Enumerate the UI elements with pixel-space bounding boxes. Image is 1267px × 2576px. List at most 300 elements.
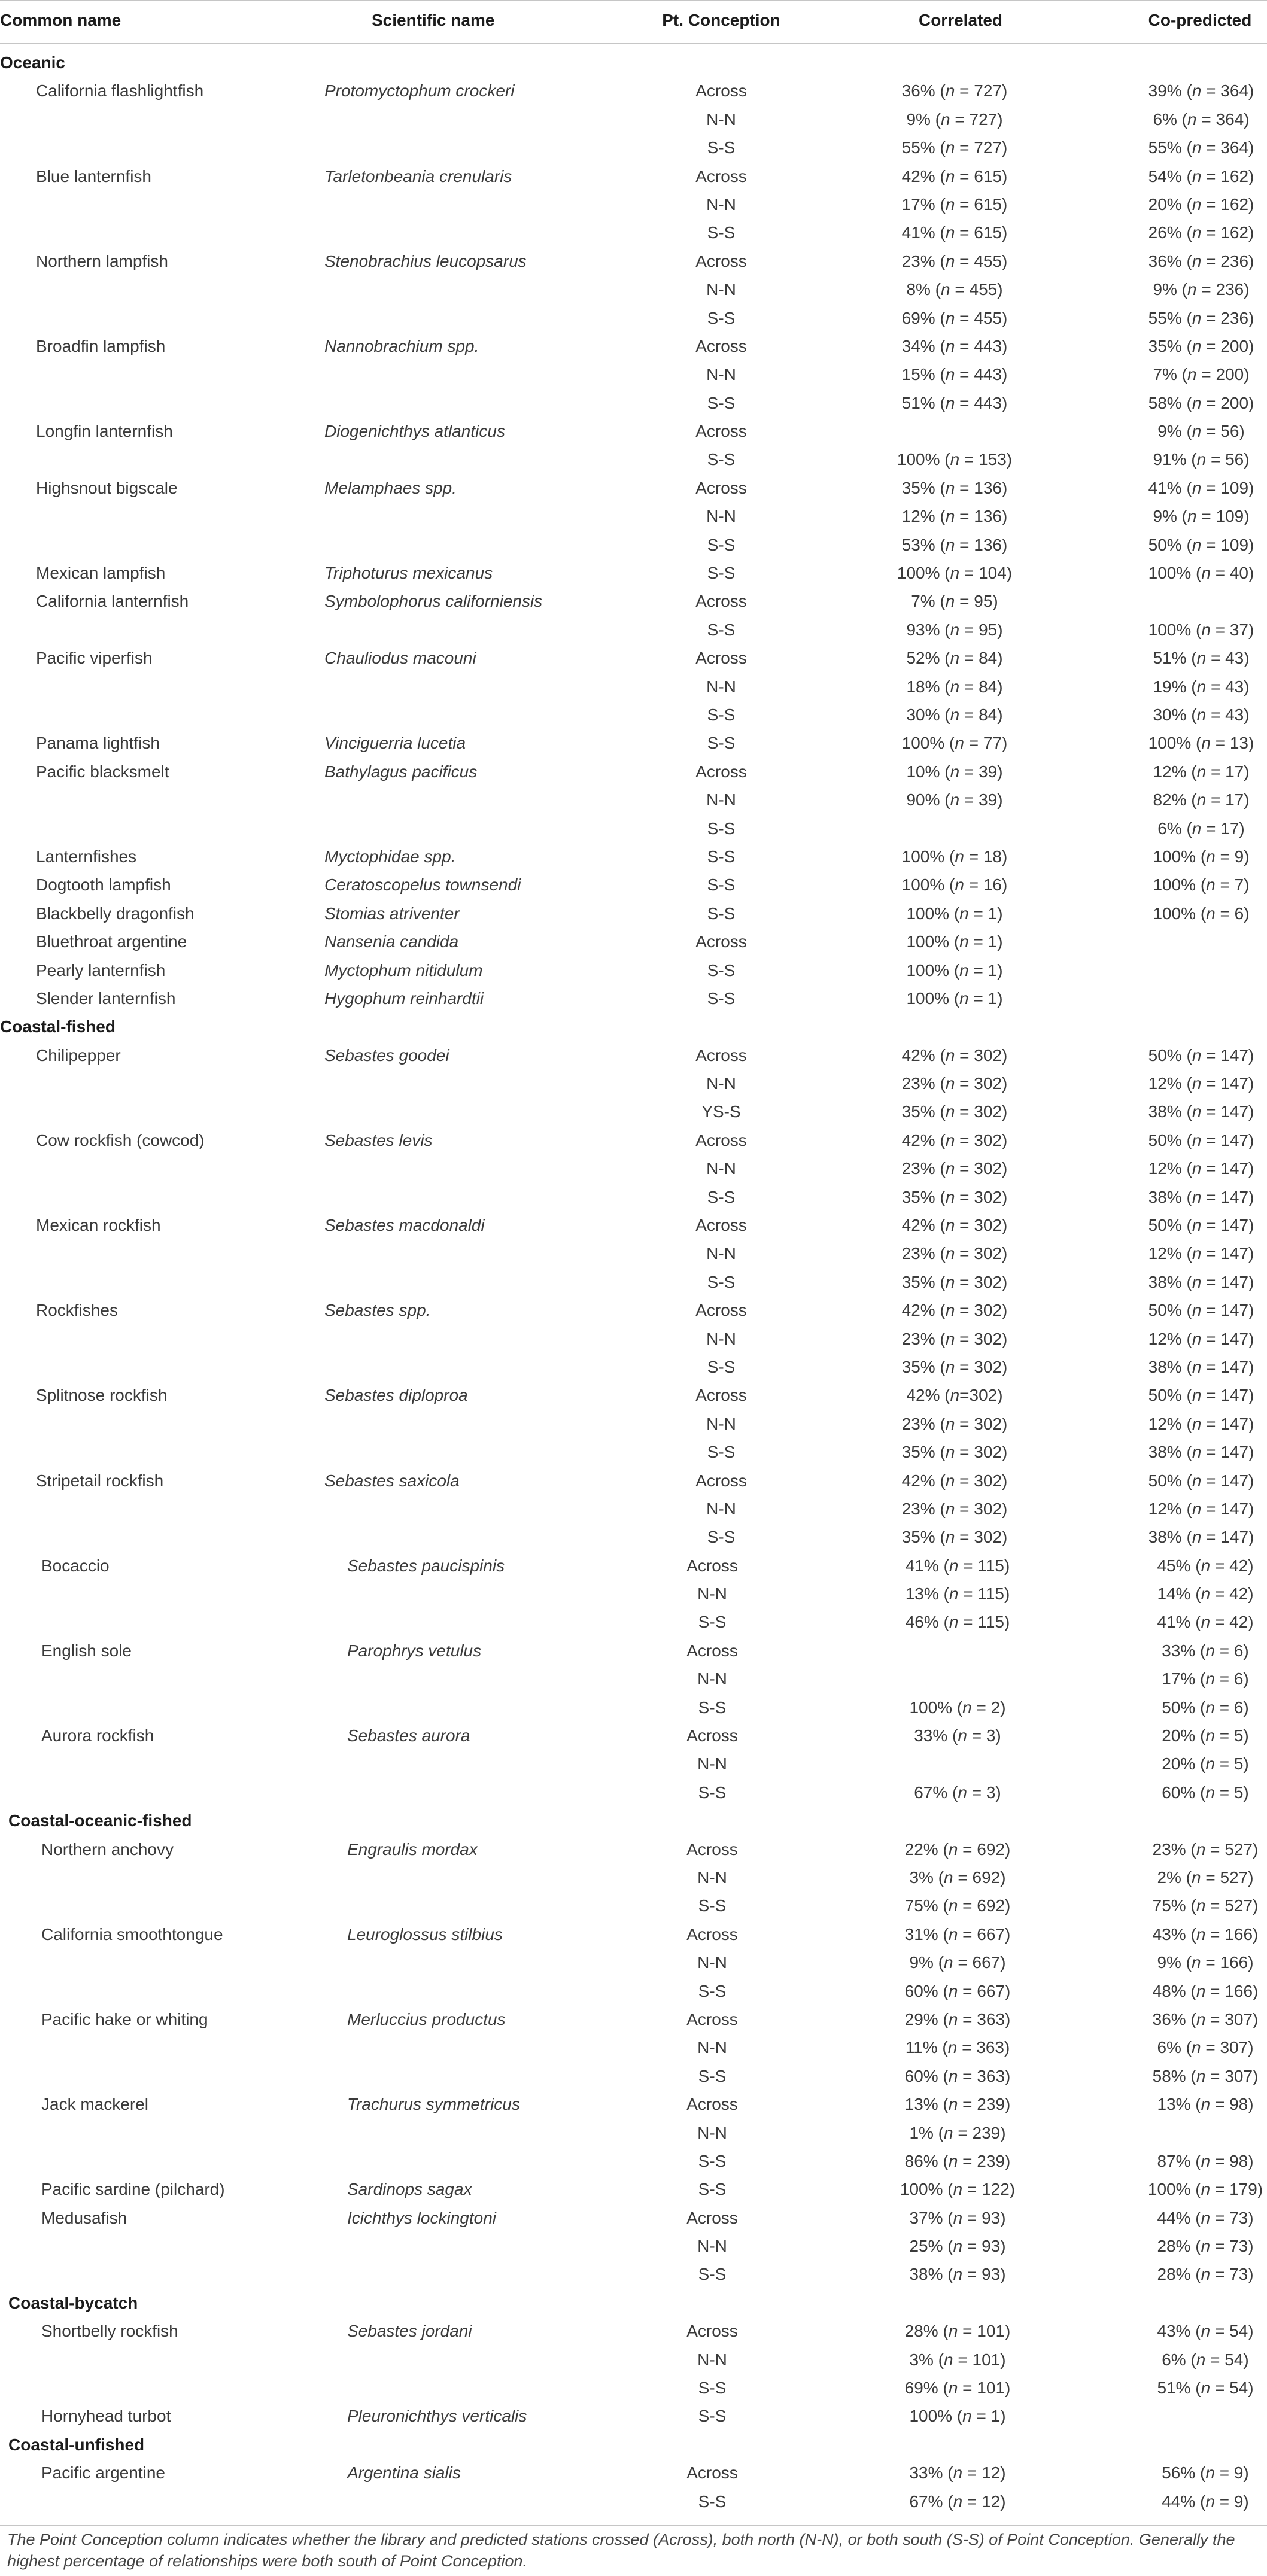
sample-size-symbol: n	[1192, 1499, 1202, 1518]
sample-size-symbol: n	[959, 960, 969, 980]
sample-size-symbol: n	[945, 81, 955, 101]
co-predicted-cell: 50% (n = 147)	[1148, 1386, 1254, 1405]
common-name-cell: Medusafish	[41, 2208, 127, 2227]
co-predicted-cell: 58% (n = 307)	[1152, 2066, 1259, 2085]
table-row	[0, 2260, 1267, 2288]
scientific-name-cell: Bathylagus pacificus	[324, 762, 478, 781]
pt-conception-cell: S-S	[707, 450, 736, 469]
correlated-cell: 41% (n = 115)	[905, 1556, 1010, 1575]
correlated-cell: 42% (n = 302)	[901, 1216, 1008, 1235]
table-row	[0, 843, 1267, 871]
co-predicted-cell: 12% (n = 147)	[1148, 1414, 1254, 1433]
table-row	[0, 786, 1267, 814]
common-name-cell: Pacific viperfish	[36, 649, 153, 668]
sample-size-symbol: n	[1196, 790, 1207, 810]
co-predicted-cell: 41% (n = 42)	[1157, 1613, 1254, 1632]
common-name-cell: Blackbelly dragonfish	[36, 904, 195, 923]
co-predicted-cell: 44% (n = 9)	[1162, 2492, 1249, 2511]
pt-conception-cell: N-N	[706, 677, 736, 696]
co-predicted-cell: 12% (n = 17)	[1153, 762, 1250, 781]
table-row	[0, 1041, 1267, 1069]
co-predicted-cell: 41% (n = 109)	[1148, 478, 1254, 497]
sample-size-symbol: n	[1192, 1301, 1202, 1320]
sample-size-symbol: n	[1205, 1783, 1215, 1802]
pt-conception-cell: Across	[686, 2009, 738, 2028]
sample-size-symbol: n	[945, 1074, 955, 1093]
co-predicted-cell: 50% (n = 147)	[1148, 1471, 1254, 1490]
table-row	[0, 1863, 1267, 1891]
table-row	[0, 1523, 1267, 1551]
sample-size-symbol: n	[950, 790, 960, 810]
sample-size-symbol: n	[1196, 2066, 1206, 2085]
table-row	[0, 729, 1267, 757]
table-row	[0, 2402, 1267, 2430]
co-predicted-cell: 26% (n = 162)	[1148, 223, 1254, 242]
pt-conception-cell: S-S	[707, 1187, 736, 1206]
table-row	[0, 1296, 1267, 1324]
pt-conception-cell: N-N	[706, 1074, 736, 1093]
correlated-cell: 42% (n = 302)	[901, 1045, 1008, 1065]
sample-size-symbol: n	[947, 2038, 958, 2057]
sample-size-symbol: n	[948, 2379, 958, 2398]
pt-conception-cell: Across	[686, 2208, 738, 2227]
sample-size-symbol: n	[945, 138, 955, 157]
co-predicted-cell: 100% (n = 40)	[1148, 564, 1254, 583]
co-predicted-cell: 6% (n = 17)	[1157, 819, 1245, 838]
pt-conception-cell: Across	[695, 649, 747, 668]
sample-size-symbol: n	[955, 847, 964, 866]
sample-size-symbol: n	[962, 1698, 972, 1717]
sample-size-symbol: n	[1201, 564, 1211, 583]
section-header: Coastal-fished	[0, 1017, 116, 1036]
section-header-row	[0, 2431, 1267, 2459]
pt-conception-cell: S-S	[707, 875, 736, 895]
header-co-predicted: Co-predicted	[1148, 11, 1252, 29]
co-predicted-cell: 38% (n = 147)	[1148, 1187, 1254, 1206]
common-name-cell: Slender lanternfish	[36, 989, 176, 1008]
correlated-cell: 36% (n = 727)	[901, 81, 1008, 101]
sample-size-symbol: n	[1205, 1754, 1215, 1774]
common-name-cell: Dogtooth lampfish	[36, 875, 171, 895]
correlated-cell: 52% (n = 84)	[906, 649, 1003, 668]
common-name-cell: Pearly lanternfish	[36, 960, 166, 980]
sample-size-symbol: n	[1192, 393, 1202, 412]
table-row	[0, 2090, 1267, 2118]
correlated-cell: 29% (n = 363)	[904, 2009, 1011, 2028]
common-name-cell: California lanternfish	[36, 592, 189, 611]
table-row	[0, 247, 1267, 275]
correlated-cell: 13% (n = 115)	[905, 1584, 1010, 1604]
pt-conception-cell: S-S	[707, 535, 736, 554]
correlated-cell: 100% (n = 2)	[909, 1698, 1006, 1717]
sample-size-symbol: n	[948, 1981, 958, 2000]
sample-size-symbol: n	[1196, 2350, 1206, 2369]
correlated-cell: 1% (n = 239)	[909, 2123, 1006, 2142]
sample-size-symbol: n	[1201, 1556, 1211, 1575]
sample-size-symbol: n	[945, 1159, 955, 1178]
sample-size-symbol: n	[1192, 1414, 1202, 1433]
sample-size-symbol: n	[1201, 2237, 1211, 2256]
pt-conception-cell: S-S	[707, 564, 736, 583]
co-predicted-cell: 45% (n = 42)	[1157, 1556, 1254, 1575]
scientific-name-cell: Sebastes goodei	[324, 1045, 449, 1065]
pt-conception-cell: Across	[695, 1301, 747, 1320]
scientific-name-cell: Triphoturus mexicanus	[324, 564, 493, 583]
sample-size-symbol: n	[953, 2180, 963, 2199]
table-row	[0, 1637, 1267, 1665]
table-row	[0, 1211, 1267, 1239]
correlated-cell: 35% (n = 302)	[901, 1357, 1008, 1376]
co-predicted-cell: 9% (n = 166)	[1157, 1953, 1254, 1972]
scientific-name-cell: Sardinops sagax	[347, 2180, 472, 2199]
correlated-cell: 38% (n = 93)	[909, 2265, 1006, 2284]
scientific-name-cell: Stomias atriventer	[324, 904, 460, 923]
sample-size-symbol: n	[1196, 1896, 1206, 1915]
table-row	[0, 389, 1267, 417]
table-row	[0, 2175, 1267, 2203]
correlated-cell: 17% (n = 615)	[901, 194, 1008, 214]
co-predicted-cell: 100% (n = 179)	[1147, 2180, 1263, 2199]
sample-size-symbol: n	[945, 336, 955, 355]
co-predicted-cell: 60% (n = 5)	[1162, 1783, 1249, 1802]
sample-size-symbol: n	[949, 1556, 959, 1575]
table-row	[0, 1097, 1267, 1126]
sample-size-symbol: n	[1187, 280, 1197, 299]
table-row	[0, 2317, 1267, 2345]
correlated-cell: 100% (n = 1)	[909, 2407, 1006, 2426]
pt-conception-cell: S-S	[707, 1528, 736, 1547]
sample-size-symbol: n	[945, 478, 955, 497]
sample-size-symbol: n	[945, 1528, 955, 1547]
table-row	[0, 1920, 1267, 1948]
sample-size-symbol: n	[1201, 734, 1211, 753]
table-row	[0, 1580, 1267, 1608]
pt-conception-cell: Across	[686, 1839, 738, 1859]
sample-size-symbol: n	[950, 677, 960, 696]
scientific-name-cell: Tarletonbeania crenularis	[324, 166, 512, 185]
pt-conception-cell: Across	[686, 2322, 738, 2341]
pt-conception-cell: Across	[695, 932, 747, 951]
table-row	[0, 927, 1267, 956]
co-predicted-cell: 12% (n = 147)	[1148, 1499, 1254, 1518]
pt-conception-cell: Across	[686, 1924, 738, 1944]
co-predicted-cell: 82% (n = 17)	[1153, 790, 1250, 810]
sample-size-symbol: n	[1201, 2265, 1211, 2284]
section-header-row	[0, 2289, 1267, 2317]
scientific-name-cell: Icichthys lockingtoni	[347, 2208, 497, 2227]
sample-size-symbol: n	[950, 705, 960, 724]
pt-conception-cell: S-S	[698, 1613, 727, 1632]
co-predicted-cell: 56% (n = 9)	[1162, 2464, 1249, 2483]
co-predicted-cell: 54% (n = 162)	[1148, 166, 1254, 185]
table-row	[0, 1467, 1267, 1495]
sample-size-symbol: n	[1192, 1130, 1202, 1149]
correlated-cell: 12% (n = 136)	[901, 507, 1008, 526]
scientific-name-cell: Sebastes paucispinis	[347, 1556, 505, 1575]
correlated-cell: 69% (n = 101)	[904, 2379, 1011, 2398]
common-name-cell: Mexican lampfish	[36, 564, 166, 583]
co-predicted-cell: 51% (n = 54)	[1157, 2379, 1254, 2398]
table-row	[0, 2119, 1267, 2147]
sample-size-symbol: n	[953, 2237, 963, 2256]
common-name-cell: Pacific hake or whiting	[41, 2009, 208, 2028]
pt-conception-cell: N-N	[697, 1953, 727, 1972]
scientific-name-cell: Sebastes macdonaldi	[324, 1216, 485, 1235]
sample-size-symbol: n	[950, 1386, 960, 1405]
co-predicted-cell: 48% (n = 166)	[1152, 1981, 1259, 2000]
co-predicted-cell: 23% (n = 527)	[1152, 1839, 1259, 1859]
pt-conception-cell: Across	[695, 1216, 747, 1235]
sample-size-symbol: n	[1192, 1471, 1202, 1490]
correlated-cell: 23% (n = 302)	[901, 1499, 1008, 1518]
sample-size-symbol: n	[949, 1584, 959, 1604]
scientific-name-cell: Sebastes spp.	[324, 1301, 431, 1320]
table-row	[0, 1693, 1267, 1722]
sample-size-symbol: n	[1196, 677, 1207, 696]
table-row	[0, 758, 1267, 786]
header-pt-conception: Pt. Conception	[662, 11, 780, 29]
common-name-cell: Hornyhead turbot	[41, 2407, 171, 2426]
common-name-cell: Pacific argentine	[41, 2464, 166, 2483]
table-row	[0, 871, 1267, 899]
correlated-cell: 67% (n = 12)	[909, 2492, 1006, 2511]
table-row	[0, 2374, 1267, 2402]
sample-size-symbol: n	[945, 223, 955, 242]
sample-size-symbol: n	[953, 2464, 963, 2483]
correlated-cell: 35% (n = 302)	[901, 1272, 1008, 1291]
scientific-name-cell: Leuroglossus stilbius	[347, 1924, 503, 1944]
co-predicted-cell: 50% (n = 147)	[1148, 1301, 1254, 1320]
table-row	[0, 304, 1267, 332]
section-header-row	[0, 1806, 1267, 1835]
pt-conception-cell: N-N	[697, 1584, 727, 1604]
pt-conception-cell: S-S	[707, 1357, 736, 1376]
table-row	[0, 474, 1267, 502]
pt-conception-cell: N-N	[706, 365, 736, 384]
pt-conception-cell: S-S	[707, 223, 736, 242]
table-row	[0, 531, 1267, 559]
sample-size-symbol: n	[945, 1187, 955, 1206]
correlated-cell: 7% (n = 95)	[911, 592, 998, 611]
sample-size-symbol: n	[1192, 1443, 1202, 1462]
sample-size-symbol: n	[948, 2095, 958, 2114]
sample-size-symbol: n	[944, 2350, 953, 2369]
sample-size-symbol: n	[1201, 2095, 1211, 2114]
table-row	[0, 2005, 1267, 2033]
common-name-cell: Bocaccio	[41, 1556, 110, 1575]
sample-size-symbol: n	[945, 592, 955, 611]
correlated-cell: 23% (n = 455)	[901, 251, 1008, 270]
correlated-cell: 9% (n = 667)	[909, 1953, 1006, 1972]
co-predicted-cell: 55% (n = 364)	[1148, 138, 1254, 157]
co-predicted-cell: 6% (n = 54)	[1162, 2350, 1249, 2369]
co-predicted-cell: 38% (n = 147)	[1148, 1102, 1254, 1121]
co-predicted-cell: 50% (n = 6)	[1162, 1698, 1249, 1717]
pt-conception-cell: Across	[695, 762, 747, 781]
co-predicted-cell: 100% (n = 9)	[1153, 847, 1250, 866]
co-predicted-cell: 20% (n = 5)	[1162, 1726, 1249, 1745]
correlated-cell: 33% (n = 3)	[914, 1726, 1001, 1745]
sample-size-symbol: n	[1192, 308, 1202, 327]
section-header: Coastal-oceanic-fished	[8, 1811, 192, 1830]
co-predicted-cell: 38% (n = 147)	[1148, 1272, 1254, 1291]
common-name-cell: Splitnose rockfish	[36, 1386, 168, 1405]
co-predicted-cell: 51% (n = 43)	[1153, 649, 1250, 668]
correlated-cell: 46% (n = 115)	[905, 1613, 1010, 1632]
table-row	[0, 1665, 1267, 1693]
table-row	[0, 1891, 1267, 1920]
correlated-cell: 23% (n = 302)	[901, 1159, 1008, 1178]
co-predicted-cell: 100% (n = 6)	[1153, 904, 1250, 923]
correlated-cell: 67% (n = 3)	[914, 1783, 1001, 1802]
correlated-cell: 42% (n = 302)	[901, 1301, 1008, 1320]
table-row	[0, 2147, 1267, 2175]
sample-size-symbol: n	[1192, 1102, 1202, 1121]
table-row	[0, 190, 1267, 218]
co-predicted-cell: 50% (n = 109)	[1148, 535, 1254, 554]
pt-conception-cell: Across	[686, 1726, 738, 1745]
sample-size-symbol: n	[945, 308, 955, 327]
sample-size-symbol: n	[945, 251, 955, 270]
pt-conception-cell: Across	[695, 251, 747, 270]
table-row	[0, 587, 1267, 615]
sample-size-symbol: n	[1192, 138, 1202, 157]
pt-conception-cell: S-S	[707, 847, 736, 866]
sample-size-symbol: n	[945, 1272, 955, 1291]
co-predicted-cell: 39% (n = 364)	[1148, 81, 1254, 101]
correlated-cell: 34% (n = 443)	[901, 336, 1008, 355]
table-row	[0, 1750, 1267, 1778]
common-name-cell: Pacific sardine (pilchard)	[41, 2180, 225, 2199]
sample-size-symbol: n	[945, 194, 955, 214]
sample-size-symbol: n	[953, 2208, 963, 2227]
common-name-cell: Rockfishes	[36, 1301, 118, 1320]
pt-conception-cell: N-N	[697, 1669, 727, 1689]
correlated-cell: 35% (n = 136)	[901, 478, 1008, 497]
correlated-cell: 13% (n = 239)	[904, 2095, 1011, 2114]
common-name-cell: Mexican rockfish	[36, 1216, 161, 1235]
co-predicted-cell: 9% (n = 236)	[1153, 280, 1250, 299]
sample-size-symbol: n	[1192, 81, 1202, 101]
scientific-name-cell: Sebastes aurora	[347, 1726, 470, 1745]
sample-size-symbol: n	[1192, 336, 1202, 355]
sample-size-symbol: n	[1196, 649, 1207, 668]
sample-size-symbol: n	[945, 1414, 955, 1433]
co-predicted-cell: 36% (n = 307)	[1152, 2009, 1259, 2028]
scientific-name-cell: Myctophum nitidulum	[324, 960, 483, 980]
co-predicted-cell: 38% (n = 147)	[1148, 1357, 1254, 1376]
co-predicted-cell: 14% (n = 42)	[1157, 1584, 1254, 1604]
sample-size-symbol: n	[1187, 507, 1197, 526]
table-header-row	[0, 0, 1267, 44]
pt-conception-cell: N-N	[706, 1414, 736, 1433]
sample-size-symbol: n	[945, 1301, 955, 1320]
pt-conception-cell: S-S	[698, 1981, 727, 2000]
table-row	[0, 559, 1267, 587]
co-predicted-cell: 100% (n = 37)	[1148, 620, 1254, 639]
pt-conception-cell: N-N	[706, 1329, 736, 1348]
co-predicted-cell: 43% (n = 166)	[1152, 1924, 1259, 1944]
sample-size-symbol: n	[1192, 1272, 1202, 1291]
co-predicted-cell: 20% (n = 162)	[1148, 194, 1254, 214]
sample-size-symbol: n	[1201, 2322, 1211, 2341]
pt-conception-cell: S-S	[707, 819, 736, 838]
scientific-name-cell: Argentina sialis	[347, 2464, 461, 2483]
sample-size-symbol: n	[1192, 1216, 1202, 1235]
sample-size-symbol: n	[1192, 1868, 1201, 1887]
table-row	[0, 2062, 1267, 2090]
sample-size-symbol: n	[1201, 1613, 1211, 1632]
scientific-name-cell: Melamphaes spp.	[324, 478, 457, 497]
correlated-cell: 100% (n = 77)	[901, 734, 1008, 753]
correlated-cell: 35% (n = 302)	[901, 1443, 1008, 1462]
table-row	[0, 673, 1267, 701]
sample-size-symbol: n	[959, 932, 969, 951]
pt-conception-cell: Across	[695, 166, 747, 185]
pt-conception-cell: S-S	[698, 2379, 727, 2398]
co-predicted-cell: 91% (n = 56)	[1153, 450, 1250, 469]
table-row	[0, 332, 1267, 360]
co-predicted-cell: 7% (n = 200)	[1153, 365, 1250, 384]
co-predicted-cell: 87% (n = 98)	[1157, 2151, 1254, 2170]
co-predicted-cell: 58% (n = 200)	[1148, 393, 1254, 412]
table-row	[0, 1552, 1267, 1580]
sample-size-symbol: n	[1201, 2208, 1211, 2227]
correlated-cell: 23% (n = 302)	[901, 1244, 1008, 1263]
pt-conception-cell: S-S	[707, 1272, 736, 1291]
correlated-cell: 35% (n = 302)	[901, 1528, 1008, 1547]
co-predicted-cell: 6% (n = 307)	[1157, 2038, 1254, 2057]
sample-size-symbol: n	[1192, 1528, 1202, 1547]
sample-size-symbol: n	[1192, 1244, 1202, 1263]
sample-size-symbol: n	[948, 2322, 958, 2341]
co-predicted-cell: 12% (n = 147)	[1148, 1329, 1254, 1348]
correlated-cell: 51% (n = 443)	[901, 393, 1008, 412]
table-row	[0, 814, 1267, 843]
header-scientific-name: Scientific name	[372, 11, 495, 29]
correlated-cell: 23% (n = 302)	[901, 1414, 1008, 1433]
sample-size-symbol: n	[1192, 819, 1202, 838]
scientific-name-cell: Diogenichthys atlanticus	[324, 422, 505, 441]
correlated-cell: 35% (n = 302)	[901, 1187, 1008, 1206]
sample-size-symbol: n	[945, 1329, 955, 1348]
table-row	[0, 2346, 1267, 2374]
pt-conception-cell: S-S	[698, 2407, 727, 2426]
correlated-cell: 30% (n = 84)	[906, 705, 1003, 724]
pt-conception-cell: S-S	[698, 2180, 727, 2199]
sample-size-symbol: n	[1206, 875, 1216, 895]
table-row	[0, 1126, 1267, 1154]
sample-size-symbol: n	[944, 2123, 953, 2142]
header-correlated: Correlated	[918, 11, 1003, 29]
sample-size-symbol: n	[948, 2009, 958, 2028]
sample-size-symbol: n	[1201, 2151, 1211, 2170]
correlated-cell: 90% (n = 39)	[906, 790, 1003, 810]
pt-conception-cell: Across	[695, 478, 747, 497]
correlated-cell: 100% (n = 1)	[906, 932, 1003, 951]
header-common-name: Common name	[0, 11, 121, 29]
scientific-name-cell: Ceratoscopelus townsendi	[324, 875, 521, 895]
correlated-cell: 33% (n = 12)	[909, 2464, 1006, 2483]
table-row	[0, 360, 1267, 388]
pt-conception-cell: N-N	[706, 1244, 736, 1263]
correlated-cell: 100% (n = 122)	[900, 2180, 1016, 2199]
pt-conception-cell: Across	[695, 1045, 747, 1065]
table-row	[0, 133, 1267, 162]
sample-size-symbol: n	[1192, 1953, 1201, 1972]
co-predicted-cell: 50% (n = 147)	[1148, 1130, 1254, 1149]
sample-size-symbol: n	[945, 1499, 955, 1518]
